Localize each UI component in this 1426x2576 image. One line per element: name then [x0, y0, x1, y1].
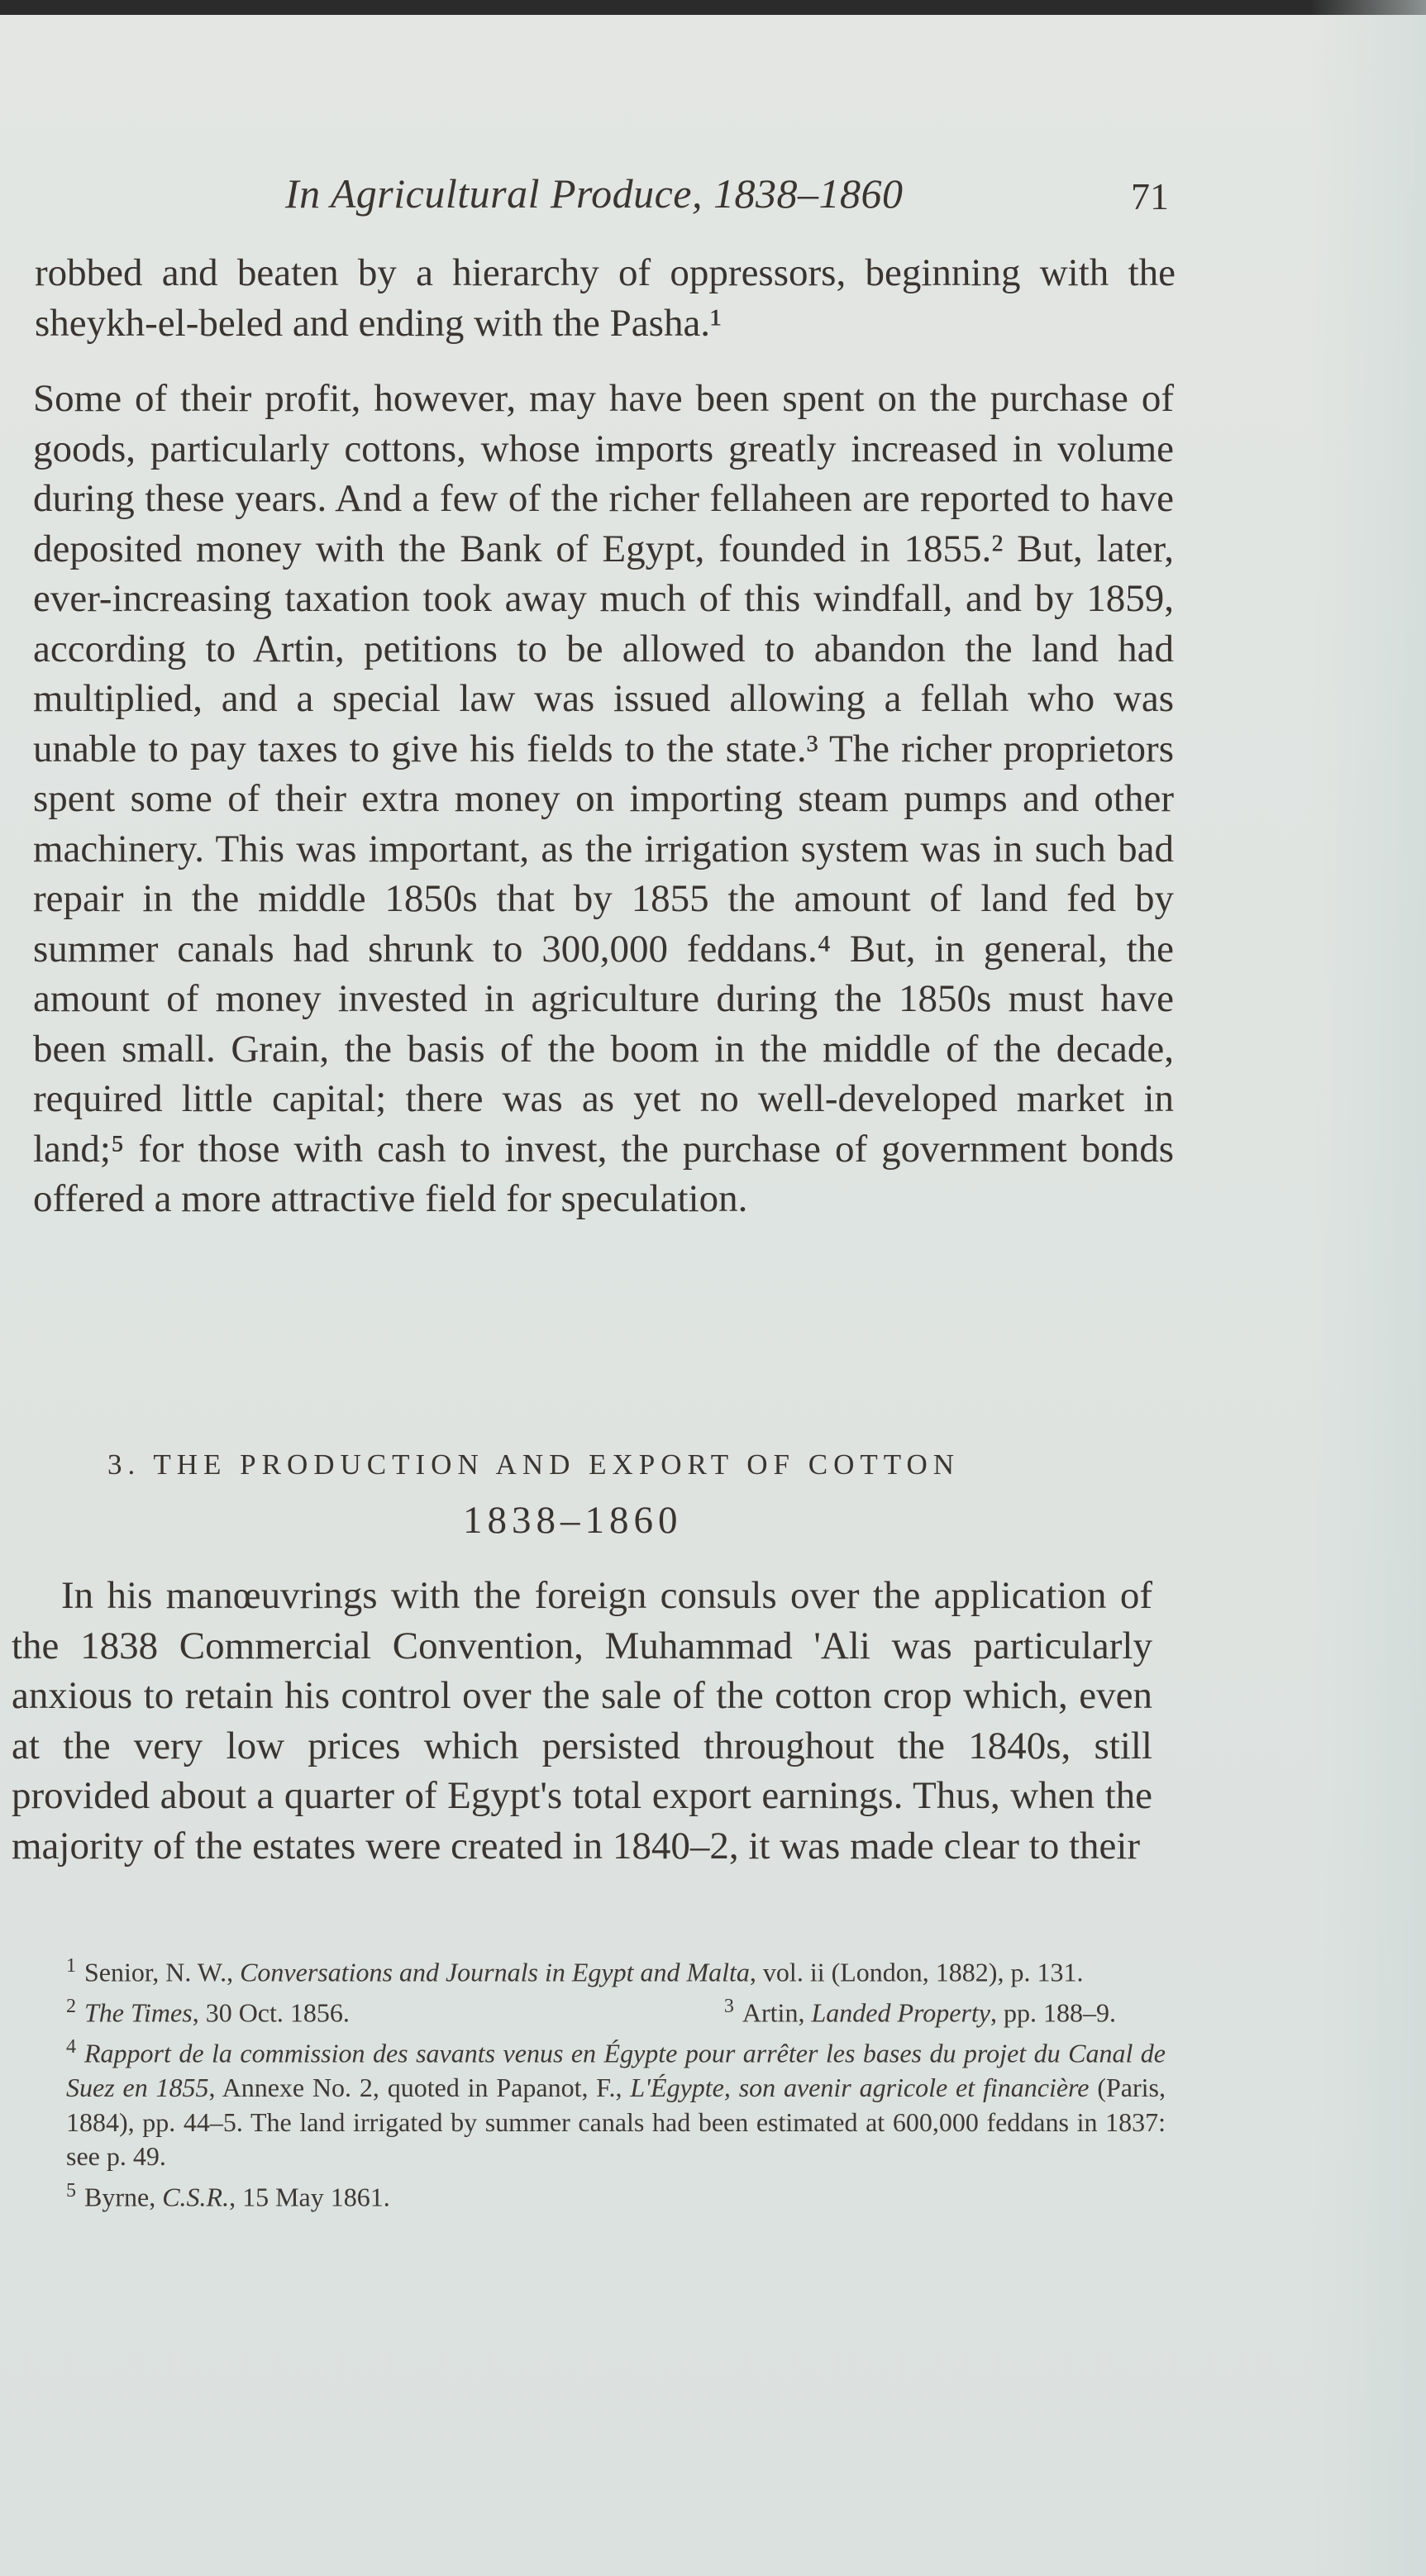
footnote-1-number: 1 — [66, 1955, 76, 1977]
footnote-1-author: Senior, N. W., — [84, 1957, 241, 1987]
footnote-4-details: , Annexe No. 2, quoted in Papanot, F., — [208, 2073, 631, 2103]
footnote-2-number: 2 — [66, 1996, 76, 2018]
footnote-2-details: , 30 Oct. 1856. — [192, 1997, 350, 2028]
footnote-5-number: 5 — [66, 2179, 76, 2202]
footnote-3 — [724, 1990, 1116, 2030]
footnote-2-title: The Times — [84, 1997, 193, 2028]
footnote-5 — [8, 2174, 1166, 2215]
footnote-1-details: , vol. ii (London, 1882), p. 131. — [749, 1957, 1084, 1987]
footnote-4-details-2: (Paris, 1884), pp. 44–5. The land irrigated by summer canals had been estimated at 600,000 feddans in 1837: see p. 49. — [66, 2073, 1166, 2172]
footnote-3-details: , pp. 188–9. — [990, 1997, 1116, 2028]
footnote-4-title-2: L'Égypte, son avenir agricole et financière — [630, 2073, 1090, 2103]
footnote-4-number: 4 — [66, 2036, 76, 2058]
footnote-4-title: Rapport de la commission des savants venus en Égypte pour arrêter les bases du projet du Canal de Suez en 1855 — [66, 2038, 1166, 2103]
footnote-5-author: Byrne, — [84, 2182, 163, 2212]
running-title: In Agricultural Produce, 1838–1860 — [285, 170, 904, 217]
footnote-3-number: 3 — [723, 1996, 734, 2018]
footnote-2 — [66, 1990, 350, 2030]
footnote-1-title: Conversations and Journals in Egypt and Malta — [240, 1957, 750, 1987]
paragraph-cotton: In his manœuvrings with the foreign consuls over the application of the 1838 Commercial Convention, Muhammad 'Ali was particularly anxious to retain his control over the sale of the cotton crop which, even at the very low prices which persisted throughout the 1840s, still provided about a quarter of Egypt's total export earnings. Thus, when the majority of the estates were created in 1840–2, it was made clear to their — [12, 1574, 1152, 1868]
section-heading: 3. THE PRODUCTION AND EXPORT OF COTTON — [107, 1448, 961, 1481]
running-head — [0, 169, 1426, 227]
footnote-1 — [8, 1949, 1166, 1990]
footnote-5-title: C.S.R. — [162, 2182, 230, 2212]
paragraph-profit: Some of their profit, however, may have been spent on the purchase of goods, particularly cottons, whose imports greatly increased in volume during these years. And a few of the richer fellaheen are reported to have deposited money with the Bank of Egypt, founded in 1855.² But, later, ever-increasing taxation took away much of this windfall, and by 1859, according to Artin, petitions to be allowed to abandon the land had multiplied, and a special law was issued allowing a fellah who was unable to pay taxes to give his fields to the state.³ The richer proprietors spent some of their extra money on importing steam pumps and other machinery. This was important, as the irrigation system was in such bad repair in the middle 1850s that by 1855 the amount of land fed by summer canals had shrunk to 300,000 feddans.⁴ But, in general, the amount of money invested in agriculture during the 1850s must have been small. Grain, the basis of the boom in the middle of the decade, required little capital; there was as yet no well-developed market in land;⁵ for those with cash to invest, the purchase of government bonds offered a more attractive field for speculation. — [33, 377, 1174, 1220]
footnote-4 — [8, 2030, 1166, 2174]
paragraph-continuation: robbed and beaten by a hierarchy of oppressors, beginning with the sheykh-el-beled and ending with the Pasha.¹ — [35, 251, 1176, 345]
page-shadow — [1310, 0, 1426, 2576]
footnote-row-2-3 — [8, 1990, 1166, 2030]
footnote-3-author: Artin, — [742, 1997, 812, 2028]
footnotes — [8, 1949, 1166, 2215]
page-top-edge — [0, 0, 1426, 15]
page-number: 71 — [1131, 175, 1169, 217]
footnote-5-details: , 15 May 1861. — [229, 2182, 390, 2212]
section-years: 1838–1860 — [463, 1499, 683, 1542]
footnote-3-title: Landed Property — [811, 1997, 990, 2028]
